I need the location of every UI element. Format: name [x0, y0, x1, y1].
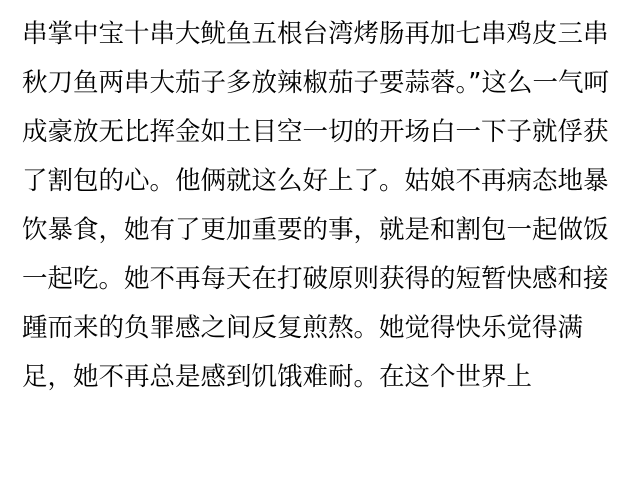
- document-paragraph: 串掌中宝十串大鱿鱼五根台湾烤肠再加七串鸡皮三串秋刀鱼两串大茄子多放辣椒茄子要蒜蓉。”这么一气呵成豪放无比挥金如土目空一切的开场白一下子就俘获了割包的心。他俩就这么好上了。姑娘不再病态地暴饮暴食，她有了更加重要的事，就是和割包一起做饭一起吃。她不再每天在打破原则获得的短暂快感和接踵而来的负罪感之间反复煎熬。她觉得快乐觉得满足，她不再总是感到饥饿难耐。在这个世界上: [22, 19, 609, 392]
